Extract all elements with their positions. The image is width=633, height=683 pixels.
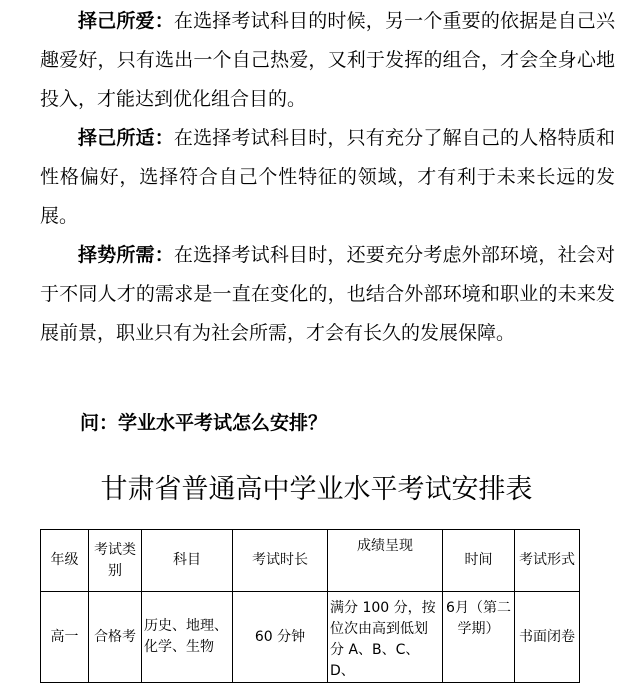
cell-score-format: 满分 100 分，按位次由高到低划分 A、B、C、D、: [328, 592, 443, 683]
paragraph-suitability: [40, 119, 615, 236]
table-row: [41, 592, 580, 683]
cell-time: 6月（第二学期）: [443, 592, 515, 683]
cell-exam-form: 书面闭卷: [515, 592, 580, 683]
table-header-row: [41, 530, 580, 592]
paragraph-text: 在选择考试科目时，只有充分了解自己的人格特质和性格偏好，选择符合自己个性特征的领域，才有利于未来长远的发展。: [40, 127, 615, 227]
paragraph-lead: 择势所需：: [78, 244, 174, 266]
paragraph-lead: 择己所爱：: [78, 10, 174, 32]
header-grade: 年级: [41, 530, 89, 592]
header-score-format: 成绩呈现: [328, 530, 443, 592]
cell-exam-type: 合格考: [89, 592, 142, 683]
paragraph-text: 在选择考试科目时，还要充分考虑外部环境，社会对于不同人才的需求是一直在变化的，也结合外部环境和职业的未来发展前景，职业只有为社会所需，才会有长久的发展保障。: [40, 244, 615, 344]
cell-grade: 高一: [41, 592, 89, 683]
cell-duration: 60 分钟: [233, 592, 328, 683]
header-subjects: 科目: [142, 530, 233, 592]
header-time: 时间: [443, 530, 515, 592]
paragraph-trend: [40, 236, 615, 353]
table-title: 甘肃省普通高中学业水平考试安排表: [100, 474, 533, 505]
header-exam-form: 考试形式: [515, 530, 580, 592]
header-duration: 考试时长: [233, 530, 328, 592]
header-exam-type: 考试类别: [89, 530, 142, 592]
question-heading: 问：学业水平考试怎么安排？: [80, 412, 328, 434]
cell-subjects: 历史、地理、化学、生物: [142, 592, 233, 683]
paragraph-lead: 择己所适：: [78, 127, 174, 149]
paragraph-text: 在选择考试科目的时候，另一个重要的依据是自己兴趣爱好，只有选出一个自己热爱，又利于发挥的组合，才会全身心地投入，才能达到优化组合目的。: [40, 10, 615, 110]
exam-schedule-table: [40, 529, 580, 683]
paragraph-interest: [40, 2, 615, 119]
